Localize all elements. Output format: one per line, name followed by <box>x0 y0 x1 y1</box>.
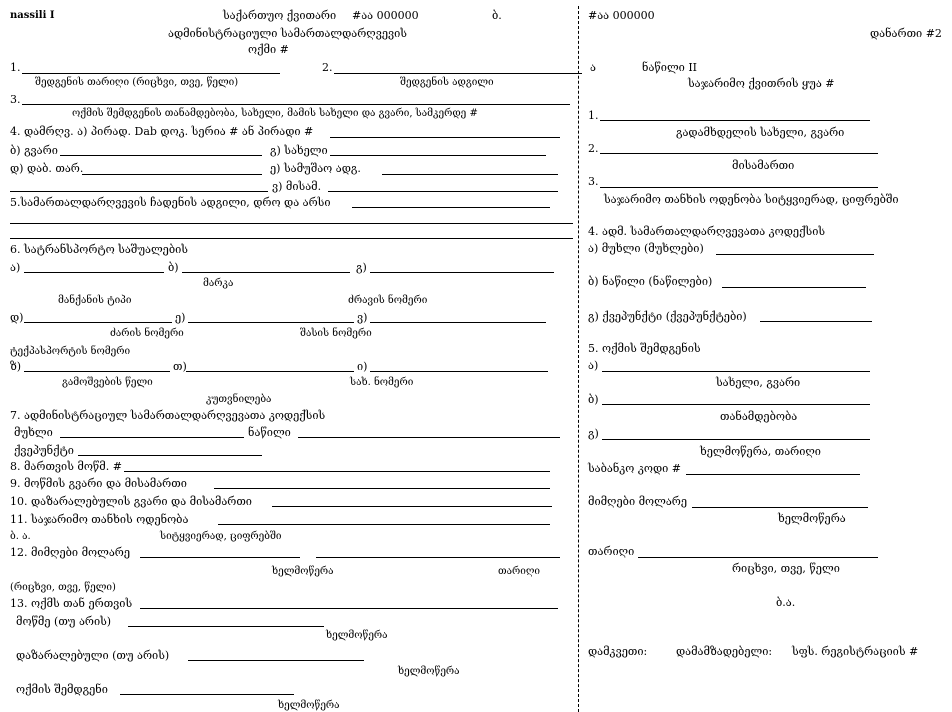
field-11-words-label: სიტყვიერად, ციფრებში <box>160 531 282 542</box>
field-7-part-line[interactable] <box>298 437 560 438</box>
stub-series-letter: ა <box>590 61 596 74</box>
field-4-label: 4. დამრღვ. ა) პირად. Dab დოკ. სერია # ან პირადი # <box>10 125 314 138</box>
r5a-label: სახელი, გვარი <box>716 376 801 389</box>
footer-registration: სფს. რეგისტრაციის # <box>792 645 919 658</box>
field-7-title: 7. ადმინისტრაციულ სამართალდარღვევათა კოდექსის <box>10 409 326 422</box>
field-1-line[interactable] <box>22 73 280 74</box>
footer-producer: დამამზადებელი: <box>676 645 773 658</box>
field-12-cashier-line[interactable] <box>140 557 300 558</box>
r4b-line[interactable] <box>722 287 866 288</box>
field-6t: თ) <box>173 360 187 373</box>
r4a-label: ა) მუხლი (მუხლები) <box>588 242 704 255</box>
field-6i: ი) <box>357 360 368 373</box>
perforation-divider <box>578 6 579 712</box>
witness-line[interactable] <box>128 626 324 627</box>
r5b-num: ბ) <box>588 393 599 406</box>
appendix-label: დანართი #2 <box>870 27 942 40</box>
r2-num: 2. <box>588 142 599 155</box>
r5b-line[interactable] <box>602 404 870 405</box>
stub-cashier-line[interactable] <box>692 507 868 508</box>
r3-line[interactable] <box>600 187 878 188</box>
field-6z-line[interactable] <box>24 371 170 372</box>
field-6g-line[interactable] <box>370 272 554 273</box>
field-6a: ა) <box>10 261 21 274</box>
field-4g-label: გ) სახელი <box>270 144 328 157</box>
r3-label: საჯარიმო თანხის ოდენობა სიტყვიერად, ციფრებში <box>604 193 899 206</box>
field-4d-label: დ) დაბ. თარ. <box>10 162 84 175</box>
victim-label: დაზარალებული (თუ არის) <box>16 649 170 662</box>
field-1-label: შედგენის თარიღი (რიცხვი, თვე, წელი) <box>35 77 239 88</box>
r4g-line[interactable] <box>760 321 872 322</box>
stub-seal: ბ.ა. <box>776 596 796 609</box>
r4b-label: ბ) ნაწილი (ნაწილები) <box>588 275 713 288</box>
r2-line[interactable] <box>600 153 878 154</box>
field-2-label: შედგენის ადგილი <box>400 77 494 88</box>
field-12-date-label: თარიღი <box>498 566 541 577</box>
field-6g: გ) <box>356 261 367 274</box>
victim-sign-label: ხელმოწერა <box>398 666 460 677</box>
field-13-line[interactable] <box>140 608 558 609</box>
field-13-label: 13. ოქმს თან ერთვის <box>10 597 133 610</box>
field-6-brand-label: მარკა <box>203 278 234 289</box>
field-6a-line[interactable] <box>24 272 164 273</box>
r5a-line[interactable] <box>602 371 870 372</box>
field-6z: ზ) <box>10 360 22 373</box>
field-5-line-2[interactable] <box>10 223 573 224</box>
field-6e-line[interactable] <box>188 322 354 323</box>
field-8-label: 8. მართვის მოწმ. # <box>10 460 122 473</box>
field-6v: ვ) <box>357 311 368 324</box>
r5b-label: თანამდებობა <box>720 410 798 423</box>
part-2-title: ნაწილი II <box>642 61 698 74</box>
r5-title: 5. ოქმის შემდგენის <box>588 342 701 355</box>
r4-title: 4. ადმ. სამართალდარღვევათა კოდექსის <box>588 225 826 238</box>
field-7-sub-line[interactable] <box>78 455 262 456</box>
field-12-label: 12. მიმღები მოლარე <box>10 546 131 559</box>
field-6-owner-label: კუთვნილება <box>206 394 272 405</box>
form-title: ადმინისტრაციული სამართალდარღვევის <box>168 27 407 40</box>
field-6b-line[interactable] <box>182 272 350 273</box>
form-id: nassili I <box>10 10 55 21</box>
r5g-label: ხელმოწერა, თარიღი <box>700 445 821 458</box>
field-11-seal: ბ. ა. <box>10 531 31 542</box>
field-6v-line[interactable] <box>370 322 546 323</box>
field-2-num: 2. <box>322 61 333 74</box>
stub-cashier-sign-label: ხელმოწერა <box>778 512 846 525</box>
field-4v-line[interactable] <box>328 191 558 192</box>
field-2-line[interactable] <box>334 73 582 74</box>
field-6-year-label: გამოშვების წელი <box>62 377 153 388</box>
field-4v-label: ვ) მისამ. <box>272 180 322 193</box>
field-4-id-line[interactable] <box>330 137 560 138</box>
author-label: ოქმის შემდგენი <box>16 683 108 696</box>
field-6e: ე) <box>175 311 186 324</box>
field-4-extra-line[interactable] <box>10 191 268 192</box>
field-5-line-3[interactable] <box>10 238 573 239</box>
field-6-title: 6. სატრანსპორტო საშუალების <box>10 243 188 256</box>
field-10-line[interactable] <box>272 506 552 507</box>
field-6-plate-label: სახ. ნომერი <box>350 377 414 388</box>
org-name: საქართუო ქვითარი <box>223 9 337 22</box>
stub-date-line[interactable] <box>638 557 878 558</box>
witness-label: მოწმე (თუ არის) <box>16 615 112 628</box>
field-9-line[interactable] <box>214 488 550 489</box>
field-6d: დ) <box>10 311 24 324</box>
r1-num: 1. <box>588 109 599 122</box>
act-number: ოქმი # <box>248 43 289 56</box>
footer-customer: დამკვეთი: <box>588 645 648 658</box>
r5g-num: გ) <box>588 427 599 440</box>
field-11-line[interactable] <box>218 524 550 525</box>
field-7-article-label: მუხლი <box>14 426 53 439</box>
r5a-num: ა) <box>588 359 599 372</box>
field-4g-line[interactable] <box>330 155 546 156</box>
field-6d-line[interactable] <box>24 322 172 323</box>
field-6-chassis-label: შასის ნომერი <box>300 328 372 339</box>
field-3-line[interactable] <box>22 104 570 105</box>
r1-label: გადამხდელის სახელი, გვარი <box>676 126 845 139</box>
r4g-label: გ) ქვეპუნქტი (ქვეპუნქტები) <box>588 310 747 323</box>
author-sign-label: ხელმოწერა <box>278 700 340 711</box>
receipt-number: #აა 000000 <box>352 9 419 22</box>
field-6-body-label: ძარის ნომერი <box>110 328 184 339</box>
r2-label: მისამართი <box>732 159 795 172</box>
r4a-line[interactable] <box>716 254 874 255</box>
field-5-label: 5.სამართალდარღვევის ჩადენის ადგილი, დრო და არსი <box>10 196 331 209</box>
field-7-sub-label: ქვეპუნქტი <box>14 444 74 457</box>
field-6t-line[interactable] <box>186 371 354 372</box>
field-7-part-label: ნაწილი <box>248 426 291 439</box>
field-3-label: ოქმის შემდგენის თანამდებობა, სახელი, მამის სახელი და გვარი, სამკერდე # <box>72 108 478 119</box>
field-10-label: 10. დაზარალებულის გვარი და მისამართი <box>10 495 252 508</box>
field-7-article-line[interactable] <box>60 437 244 438</box>
field-3-num: 3. <box>10 93 21 106</box>
stub-receipt-number: #აა 000000 <box>588 9 655 22</box>
r1-line[interactable] <box>600 120 870 121</box>
field-12-date-line[interactable] <box>316 557 560 558</box>
field-1-num: 1. <box>10 61 21 74</box>
stub-date-format: რიცხვი, თვე, წელი <box>732 562 840 575</box>
field-9-label: 9. მოწმის გვარი და მისამართი <box>10 477 187 490</box>
field-4e-label: ე) სამუშაო ადგ. <box>270 162 361 175</box>
field-12-date-format: (რიცხვი, თვე, წელი) <box>10 582 116 593</box>
field-4b-label: ბ) გვარი <box>10 144 58 157</box>
author-line[interactable] <box>120 694 294 695</box>
field-4d-line[interactable] <box>82 174 262 175</box>
field-4b-line[interactable] <box>60 155 262 156</box>
stub-cashier-label: მიმღები მოლარე <box>588 495 688 508</box>
r5g-line[interactable] <box>602 439 870 440</box>
bank-code-label: საბანკო კოდი # <box>588 462 681 475</box>
field-8-line[interactable] <box>124 471 550 472</box>
field-6-engine-label: ძრავის ნომერი <box>348 295 428 306</box>
field-12-sign-label: ხელმოწერა <box>272 566 334 577</box>
r3-num: 3. <box>588 175 599 188</box>
field-6-type-label: მანქანის ტიპი <box>58 295 132 306</box>
field-5-line-1[interactable] <box>352 207 550 208</box>
field-6-passport-label: ტექპასპორტის ნომერი <box>10 346 131 357</box>
field-4e-line[interactable] <box>382 174 558 175</box>
field-6b: ბ) <box>168 261 179 274</box>
stub-number-label: საჯარიმო ქვითრის ყუა # <box>688 77 835 90</box>
series-letter: ბ. <box>492 9 502 22</box>
witness-sign-label: ხელმოწერა <box>326 630 388 641</box>
field-11-label: 11. საჯარიმო თანხის ოდენობა <box>10 513 189 526</box>
victim-line[interactable] <box>188 660 364 661</box>
bank-code-line[interactable] <box>686 474 860 475</box>
stub-date-label: თარიღი <box>588 545 635 558</box>
field-6i-line[interactable] <box>370 371 548 372</box>
